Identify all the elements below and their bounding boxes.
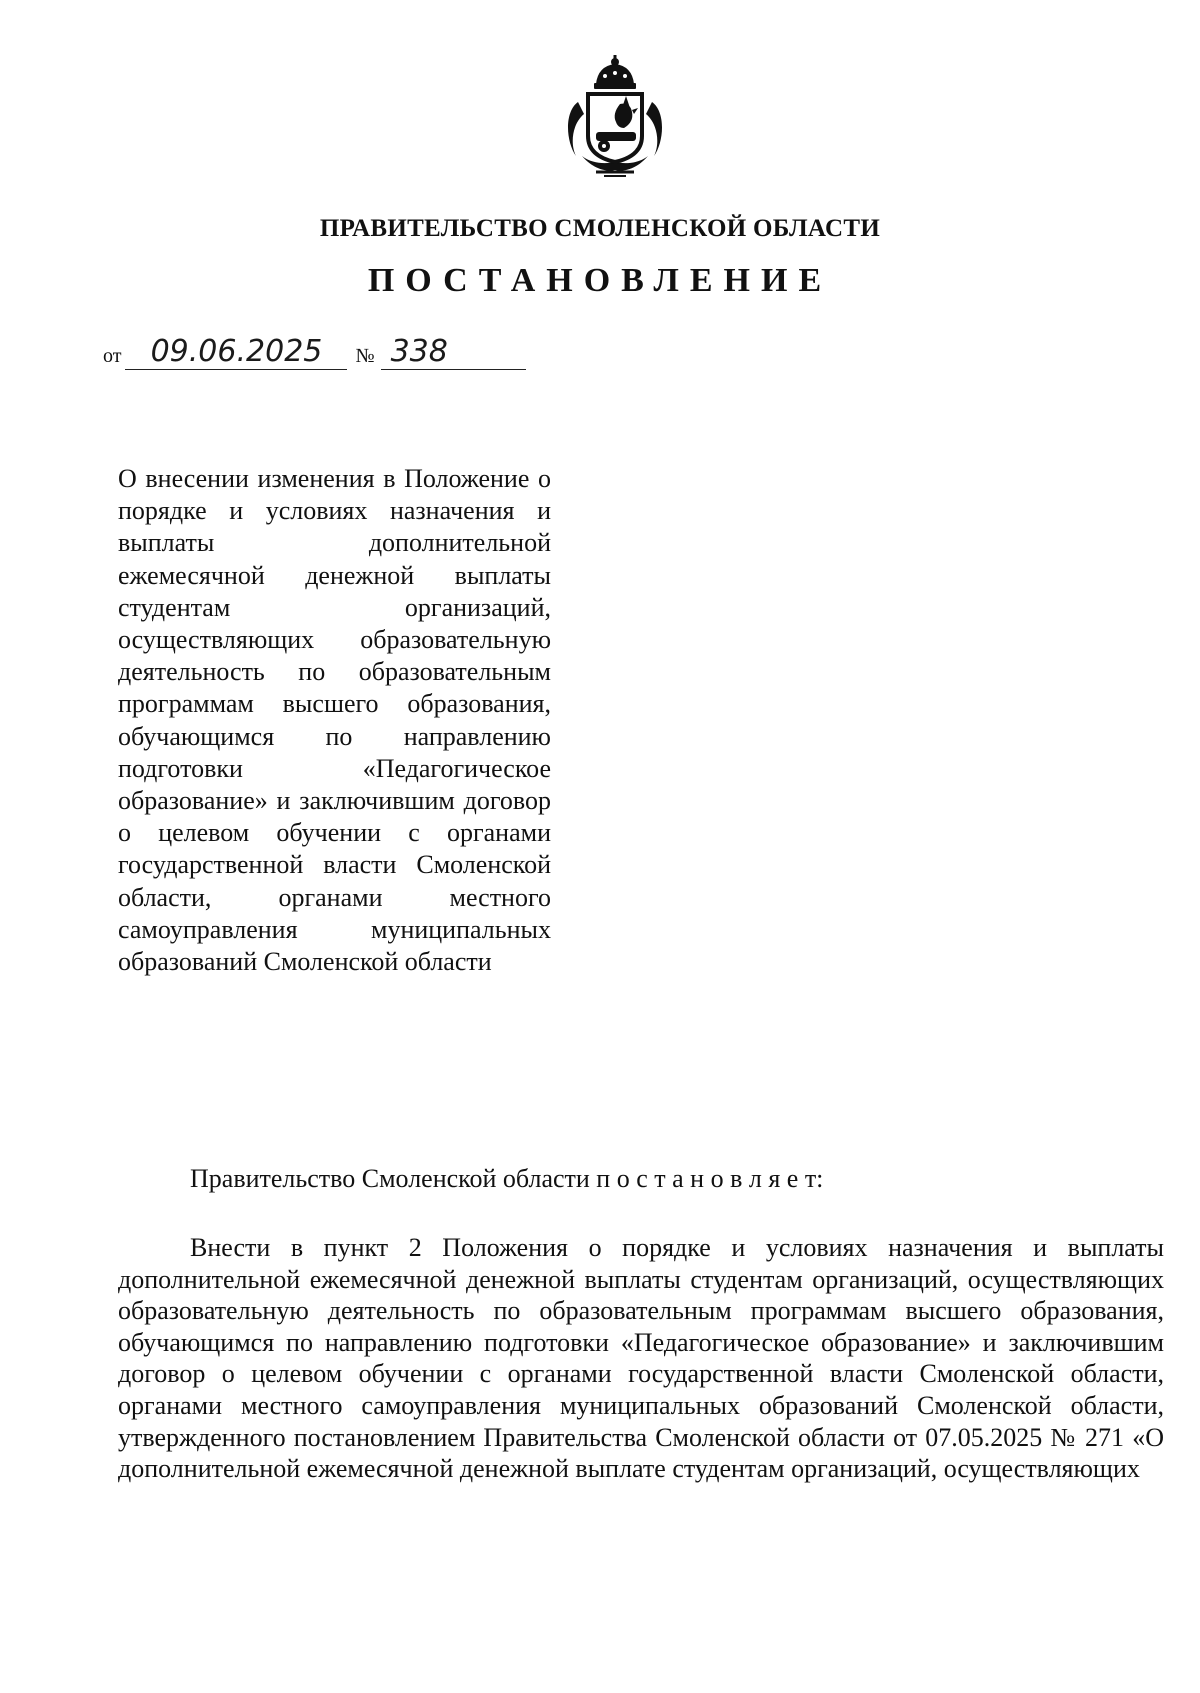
coat-of-arms-icon	[560, 52, 670, 182]
date-value: 09.06.2025	[125, 335, 347, 370]
document-type-title: ПОСТАНОВЛЕНИЕ	[367, 262, 833, 299]
authority-title: ПРАВИТЕЛЬСТВО СМОЛЕНСКОЙ ОБЛАСТИ	[319, 215, 881, 242]
number-value: 338	[381, 335, 526, 370]
preamble: Правительство Смоленской области п о с т а н о в л я е т:	[190, 1164, 824, 1193]
document-subject: О внесении изменения в Положение о порядке и условиях назначения и выплаты дополнительной ежемесячной денежной выплаты студентам организаций, осуществляющих образовательную деятельность по образовательным программам высшего образования, обучающимся по направлению подготовки «Педагогическое образование» и заключившим договор о целевом обучении с органами государственной власти Смоленской области, органами местного самоуправления муниципальных образований Смоленской области	[118, 464, 551, 977]
number-label: №	[355, 345, 375, 367]
registration-line	[103, 330, 526, 370]
date-label: от	[103, 345, 122, 367]
body-paragraph: Внести в пункт 2 Положения о порядке и условиях назначения и выплаты дополнительной ежемесячной денежной выплаты студентам организаций, осуществляющих образовательную деятельность по образовательным программам высшего образования, обучающимся по направлению подготовки «Педагогическое образование» и заключившим договор о целевом обучении с органами государственной власти Смоленской области, органами местного самоуправления муниципальных образований Смоленской области, утвержденного постановлением Правительства Смоленской области от 07.05.2025 № 271 «О дополнительной ежемесячной денежной выплате студентам организаций, осуществляющих	[118, 1233, 1164, 1484]
